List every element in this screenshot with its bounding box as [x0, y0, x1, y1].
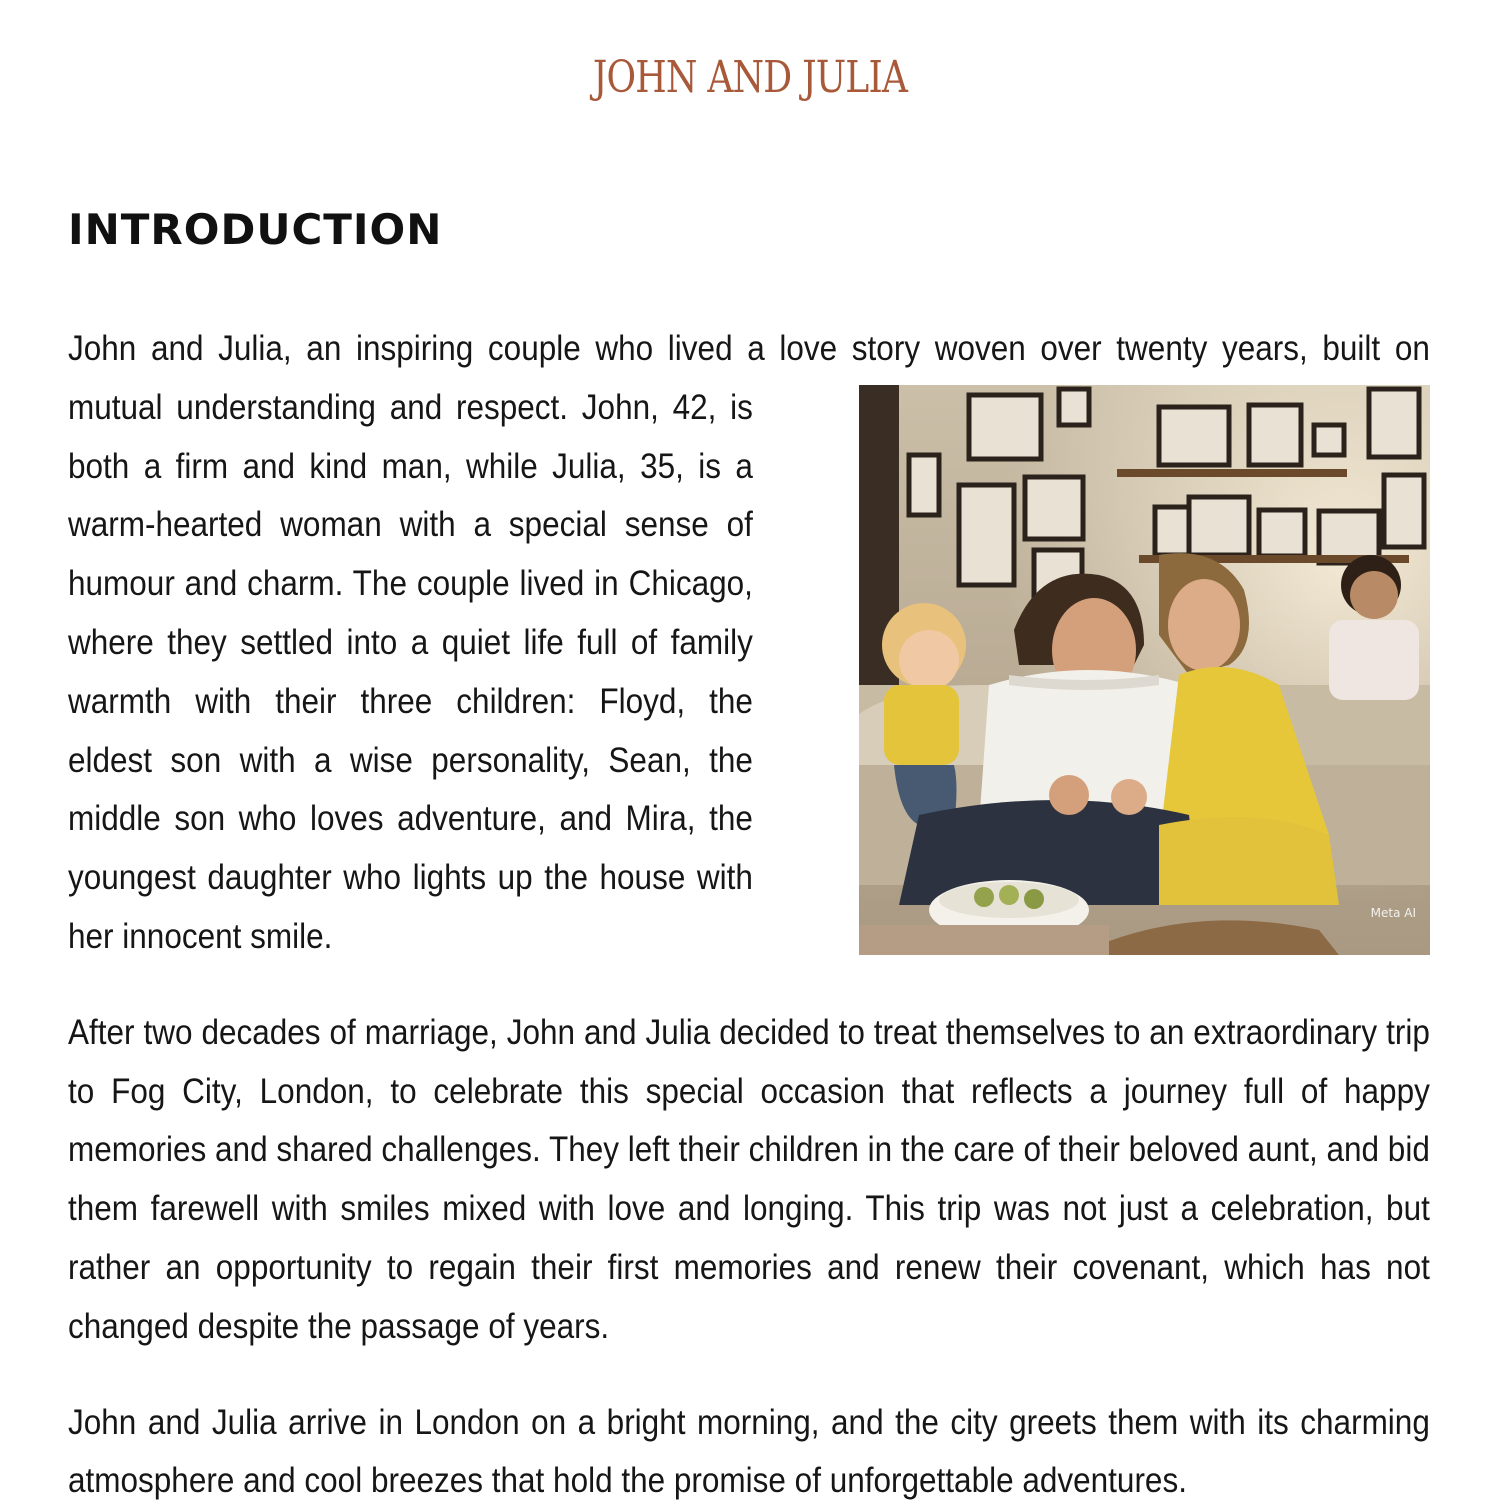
paragraph-2: After two decades of marriage, John and Julia decided to treat themselves to an extraordinary trip to Fog City, London, to celebrate this special occasion that reflects a journey full of happy memories and shared challenges. They left their children in the care of their beloved aunt, and bid them farewell with smiles mixed with love and longing. This trip was not just a celebration, but rather an opportunity to regain their first memories and renew their covenant, which has not changed despite the passage of years. [68, 1012, 1430, 1346]
running-header: JOHN AND JULIA [592, 52, 908, 103]
body-text [68, 320, 1430, 1500]
photo-watermark: Meta AI [1370, 906, 1416, 920]
paragraph-1-first-line: John and Julia, an inspiring couple who lived a love story woven over twenty years, built on [68, 329, 1430, 368]
section-heading: INTRODUCTION [68, 205, 443, 254]
paragraph-1-rest: mutual understanding and respect. John, 42, is both a firm and kind man, while Julia, 35, is a warm-hearted woman with a special sense of humour and charm. The couple lived in Chicago, where they settled into a quiet life full of family warmth with their three children: Floyd, the eldest son with a wise personality, Sean, the middle son who loves adventure, and Mira, the youngest daughter who lights up the house with her innocent smile. [68, 387, 753, 956]
paragraph-3: John and Julia arrive in London on a bright morning, and the city greets them with its charming atmosphere and cool breezes that hold the promise of unforgettable adventures. [68, 1402, 1430, 1500]
